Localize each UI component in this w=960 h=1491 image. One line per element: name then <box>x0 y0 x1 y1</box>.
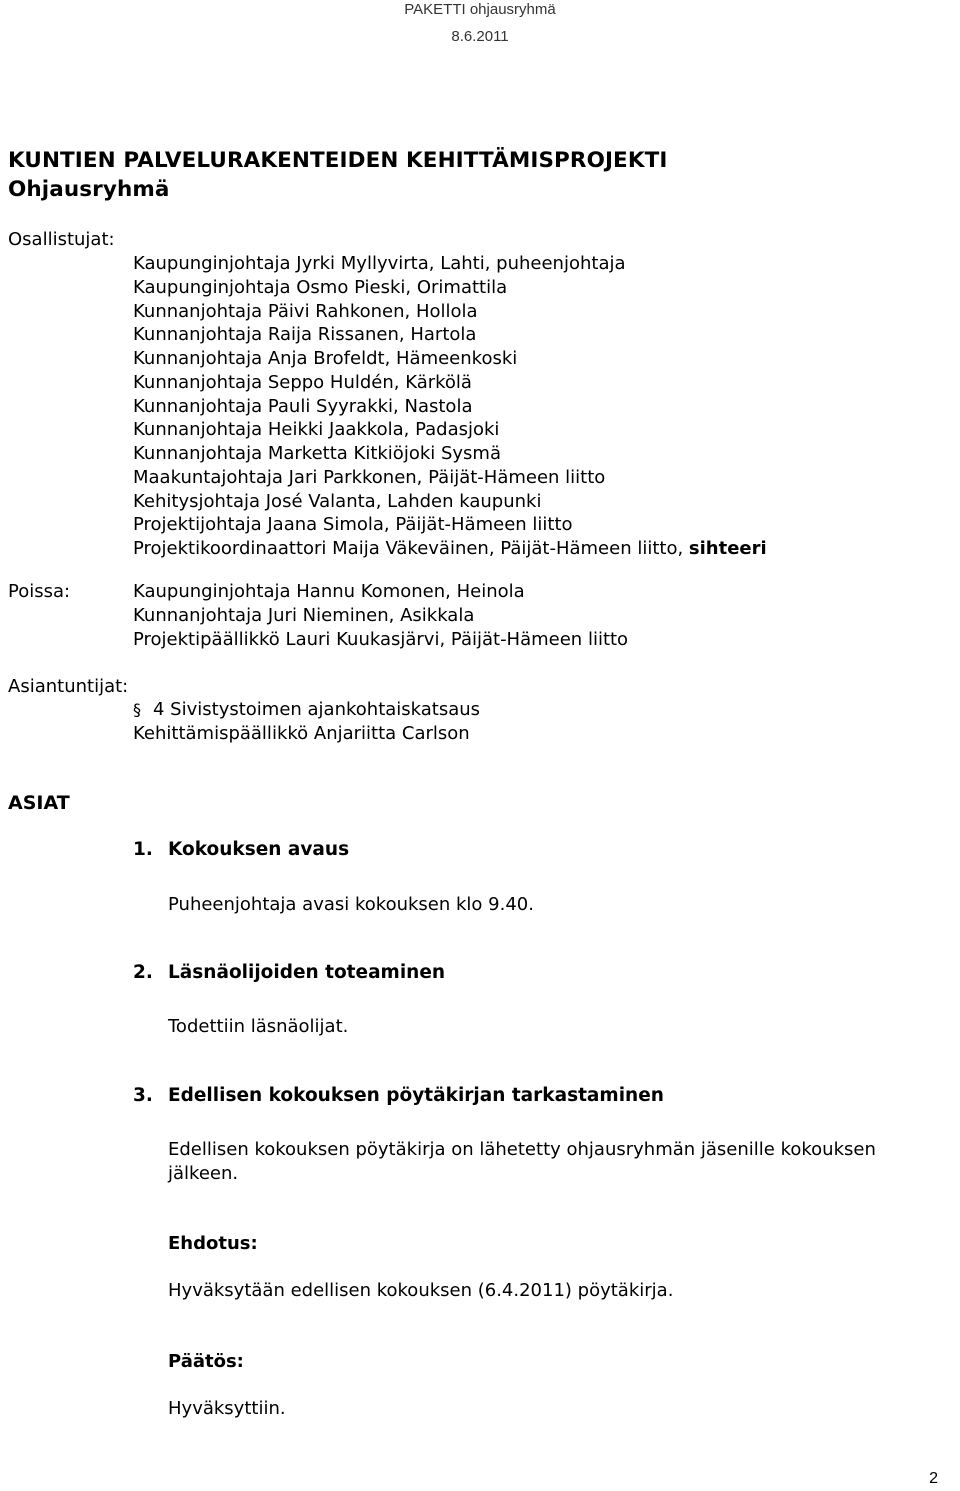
header-date: 8.6.2011 <box>451 28 509 45</box>
secretary-role: sihteeri <box>688 538 767 559</box>
proposal-text: Hyväksytään edellisen kokouksen (6.4.2011) pöytäkirja. <box>168 1280 674 1301</box>
agenda-item-number: 1. <box>133 839 153 860</box>
decision-text: Hyväksyttiin. <box>168 1398 286 1419</box>
agenda-item-text: Puheenjohtaja avasi kokouksen klo 9.40. <box>168 894 534 915</box>
experts-label: Asiantuntijat: <box>8 676 129 697</box>
participant-secretary-text: Projektikoordinaattori Maija Väkeväinen, Päijät-Hämeen liitto, <box>133 538 689 559</box>
agenda-item-heading <box>133 961 445 985</box>
absent-item: Kunnanjohtaja Juri Nieminen, Asikkala <box>133 604 475 626</box>
asiat-heading: ASIAT <box>8 792 70 814</box>
experts-list <box>133 698 480 746</box>
title-line-1: KUNTIEN PALVELURAKENTEIDEN KEHITTÄMISPROJEKTI <box>8 148 668 173</box>
page-number: 2 <box>929 1470 938 1487</box>
participant-item: Kunnanjohtaja Anja Brofeldt, Hämeenkoski <box>133 348 518 369</box>
decision-label: Päätös: <box>168 1351 244 1372</box>
proposal-label: Ehdotus: <box>168 1233 258 1254</box>
agenda-item-title: Kokouksen avaus <box>168 839 350 860</box>
absent-label: Poissa: <box>8 581 71 602</box>
agenda-item-title: Edellisen kokouksen pöytäkirjan tarkastaminen <box>168 1085 664 1106</box>
participant-item: Kunnanjohtaja Seppo Huldén, Kärkölä <box>133 371 472 393</box>
participant-item: Kaupunginjohtaja Osmo Pieski, Orimattila <box>133 276 508 298</box>
agenda-item-text: Edellisen kokouksen pöytäkirja on lähetetty ohjausryhmän jäsenille kokouksen jälkeen. <box>168 1139 876 1184</box>
bullet-icon: § <box>133 700 141 719</box>
document-title <box>8 146 667 204</box>
participant-item: Kunnanjohtaja Päivi Rahkonen, Hollola <box>133 300 478 322</box>
participant-item: Kunnanjohtaja Pauli Syyrakki, Nastola <box>133 395 473 417</box>
participant-item-secretary <box>133 537 767 561</box>
participant-item: Kunnanjohtaja Marketta Kitkiöjoki Sysmä <box>133 443 501 464</box>
expert-name: Kehittämispäällikkö Anjariitta Carlson <box>133 722 470 744</box>
participant-item: Kunnanjohtaja Raija Rissanen, Hartola <box>133 324 477 346</box>
participant-item: Kehitysjohtaja José Valanta, Lahden kaupunki <box>133 490 542 512</box>
agenda-item-text: Todettiin läsnäolijat. <box>168 1016 349 1037</box>
absent-item: Kaupunginjohtaja Hannu Komonen, Heinola <box>133 581 525 602</box>
agenda-item-title: Läsnäolijoiden toteaminen <box>168 962 446 983</box>
participant-item: Kaupunginjohtaja Jyrki Myllyvirta, Lahti, puheenjohtaja <box>133 253 626 274</box>
title-line-2: Ohjausryhmä <box>8 177 170 202</box>
participant-item: Kunnanjohtaja Heikki Jaakkola, Padasjoki <box>133 419 500 441</box>
agenda-item-number: 2. <box>133 962 153 983</box>
absent-item: Projektipäällikkö Lauri Kuukasjärvi, Päijät-Hämeen liitto <box>133 628 629 650</box>
participants-list <box>133 252 767 561</box>
agenda-item-heading <box>133 838 349 862</box>
absent-list <box>133 580 628 651</box>
expert-topic <box>133 698 480 722</box>
header-title: PAKETTI ohjausryhmä <box>404 1 556 18</box>
participant-item: Projektijohtaja Jaana Simola, Päijät-Hämeen liitto <box>133 514 573 536</box>
agenda-item-number: 3. <box>133 1085 153 1106</box>
expert-topic-text: 4 Sivistystoimen ajankohtaiskatsaus <box>153 699 481 720</box>
agenda-item-heading <box>133 1084 664 1108</box>
participant-item: Maakuntajohtaja Jari Parkkonen, Päijät-Hämeen liitto <box>133 466 606 488</box>
participants-label: Osallistujat: <box>8 229 115 250</box>
